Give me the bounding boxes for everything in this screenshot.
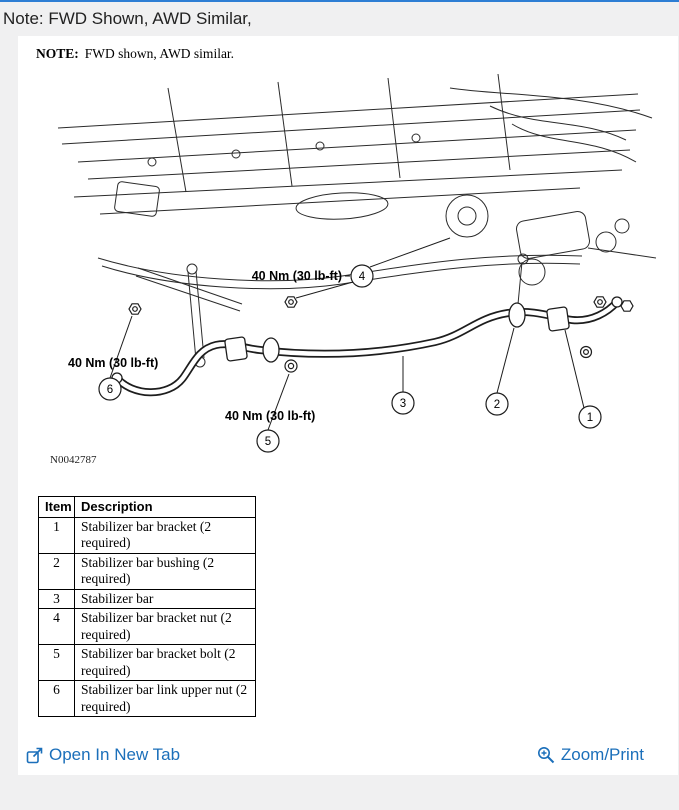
description-cell: Stabilizer bar link upper nut (2 required) [75, 681, 256, 717]
item-cell: 4 [39, 609, 75, 645]
panel-footer [18, 745, 678, 765]
table-header-row [39, 497, 256, 518]
header-item: Item [39, 497, 75, 518]
description-cell: Stabilizer bar bracket (2 required) [75, 517, 256, 553]
item-cell: 1 [39, 517, 75, 553]
table-row [39, 609, 256, 645]
open-in-new-tab-icon [26, 747, 43, 764]
item-cell: 5 [39, 645, 75, 681]
callout-3 [392, 392, 414, 414]
bracket-right [547, 307, 570, 332]
svg-text:6: 6 [106, 384, 114, 396]
svg-text:4: 4 [358, 271, 366, 283]
table-row [39, 517, 256, 553]
right-nut-b [621, 301, 633, 311]
torque-label-5: 40 Nm (30 lb-ft) [225, 409, 316, 423]
svg-text:2: 2 [493, 399, 501, 411]
bushing-left [263, 338, 279, 362]
zoom-print-link[interactable] [537, 745, 644, 765]
table-row [39, 645, 256, 681]
item-cell: 6 [39, 681, 75, 717]
torque-label-4: 40 Nm (30 lb-ft) [251, 269, 342, 283]
zoom-magnifier-icon [537, 746, 555, 764]
description-cell: Stabilizer bar [75, 589, 256, 608]
callout-6 [99, 378, 121, 400]
open-in-new-tab-link[interactable] [26, 745, 180, 765]
zoom-print-label: Zoom/Print [560, 745, 644, 765]
callout-4 [351, 265, 373, 287]
parts-table [38, 496, 256, 717]
leader-lines [110, 238, 584, 430]
stabilizer-bar-diagram [20, 66, 660, 466]
description-cell: Stabilizer bar bracket nut (2 required) [75, 609, 256, 645]
callout-2 [486, 393, 508, 415]
item-cell: 2 [39, 553, 75, 589]
item-cell: 3 [39, 589, 75, 608]
note-line [36, 46, 678, 62]
table-row [39, 681, 256, 717]
header-description: Description [75, 497, 256, 518]
svg-text:1: 1 [586, 412, 594, 424]
page-title: Note: FWD Shown, AWD Similar, [3, 9, 252, 28]
note-label: NOTE: [36, 46, 79, 61]
svg-text:3: 3 [399, 398, 407, 410]
bracket-left [225, 337, 248, 362]
content-panel [18, 36, 678, 775]
figure-id: N0042787 [50, 454, 97, 466]
svg-text:5: 5 [264, 436, 272, 448]
torque-label-6: 40 Nm (30 lb-ft) [68, 356, 159, 370]
callout-1 [579, 406, 601, 428]
stabilizer-bar [112, 297, 622, 392]
callout-5 [257, 430, 279, 452]
table-row [39, 589, 256, 608]
open-in-new-tab-label: Open In New Tab [49, 745, 181, 765]
bushing-right [509, 303, 525, 327]
table-row [39, 553, 256, 589]
description-cell: Stabilizer bar bracket bolt (2 required) [75, 645, 256, 681]
description-cell: Stabilizer bar bushing (2 required) [75, 553, 256, 589]
note-text: FWD shown, AWD similar. [84, 46, 235, 61]
